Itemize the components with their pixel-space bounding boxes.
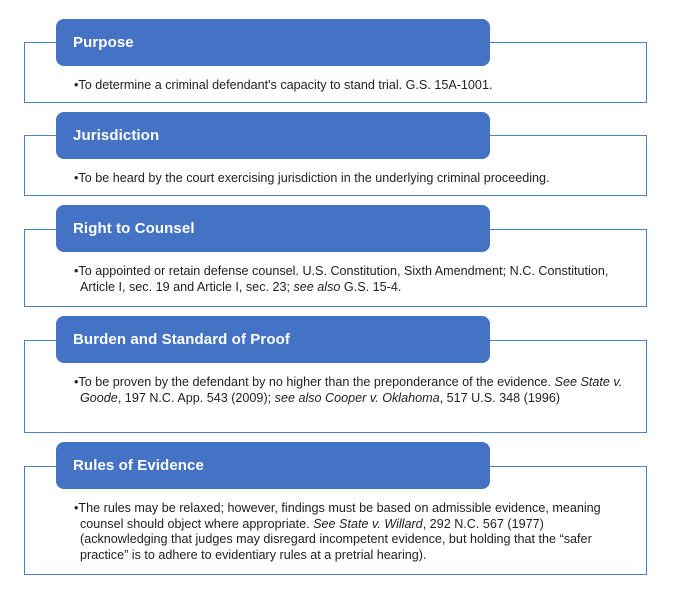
bullet-item: [74, 501, 634, 563]
body-text-run: To determine a criminal defendant's capacity to stand trial. G.S. 15A-1001.: [78, 78, 493, 92]
section-title: Right to Counsel: [73, 220, 195, 237]
bullet-item: [74, 375, 634, 406]
section-title: Jurisdiction: [73, 127, 160, 144]
bullet-glyph: •: [74, 264, 79, 278]
section-body-purpose: [74, 78, 634, 94]
body-text-run: , 292 N.C. 567 (1977) (acknowledging that judges may disregard incompetent evidence, but holding that the “safer practice” is to adhere to evidentiary rules at a pretrial hearing).: [80, 516, 592, 562]
body-text-run: To be proven by the defendant by no higher than the preponderance of the evidence.: [78, 375, 555, 389]
body-text-run: , 197 N.C. App. 543 (2009);: [117, 390, 275, 405]
citation-italic-text: See State v. Willard: [313, 516, 423, 531]
bullet-item: [74, 78, 634, 94]
bullet-glyph: •: [74, 501, 79, 515]
section-body-burden-of-proof: [74, 375, 634, 406]
section-title: Burden and Standard of Proof: [73, 331, 290, 348]
section-body-rules-of-evidence: [74, 501, 634, 563]
bullet-text: [78, 78, 492, 92]
bullet-text: [78, 375, 622, 405]
section-header-rules-of-evidence: [56, 442, 490, 489]
body-text-run: G.S. 15-4.: [340, 279, 402, 294]
body-text-run: , 517 U.S. 348 (1996): [439, 390, 561, 405]
citation-italic-text: see also Cooper v. Oklahoma: [274, 390, 440, 405]
section-body-jurisdiction: [74, 171, 634, 187]
bullet-text: [78, 264, 608, 294]
section-header-purpose: [56, 19, 490, 66]
body-text-run: The rules may be relaxed; however, findings must be based on admissible evidence, meaning counsel should object where appropriate.: [78, 501, 601, 531]
section-header-burden-of-proof: [56, 316, 490, 363]
citation-italic-text: See State v. Goode: [80, 375, 623, 405]
section-header-jurisdiction: [56, 112, 490, 159]
citation-italic-text: see also: [293, 279, 341, 294]
bullet-glyph: •: [74, 375, 79, 389]
section-title: Purpose: [73, 34, 134, 51]
body-text-run: To appointed or retain defense counsel. U.S. Constitution, Sixth Amendment; N.C. Constitution, Article I, sec. 19 and Article I, sec. 23;: [78, 264, 609, 294]
bullet-glyph: •: [74, 171, 79, 185]
section-title: Rules of Evidence: [73, 457, 204, 474]
bullet-text: [78, 501, 600, 562]
body-text-run: To be heard by the court exercising jurisdiction in the underlying criminal proceeding.: [78, 171, 550, 185]
section-header-right-to-counsel: [56, 205, 490, 252]
bullet-text: [78, 171, 549, 185]
bullet-glyph: •: [74, 78, 79, 92]
bullet-item: [74, 264, 634, 295]
section-body-right-to-counsel: [74, 264, 634, 295]
bullet-item: [74, 171, 634, 187]
